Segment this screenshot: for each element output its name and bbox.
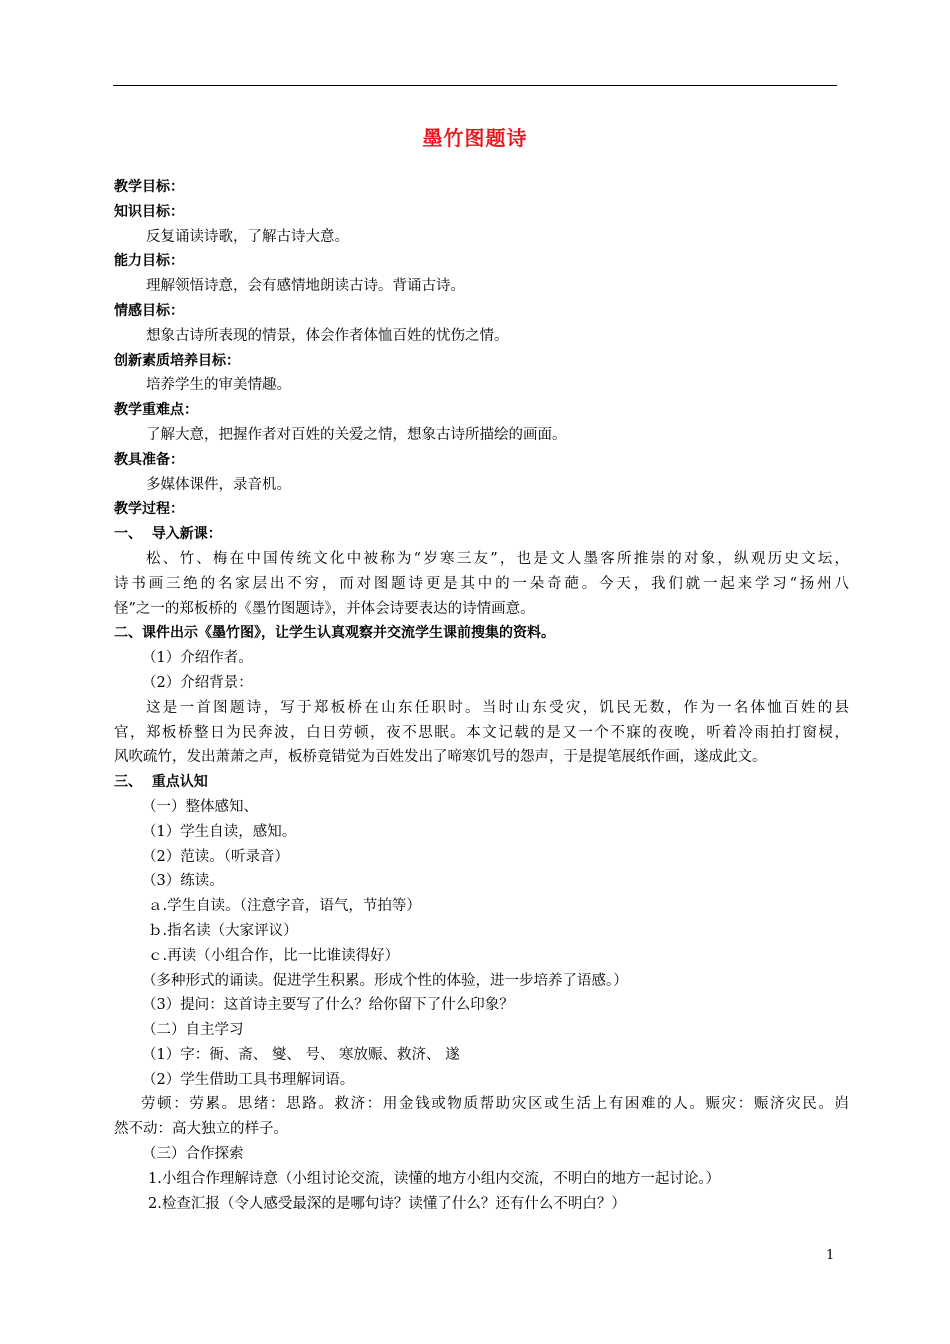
section3-line: ｂ.指名读（大家评议） — [148, 922, 298, 939]
section3-line: （三）合作探索 — [142, 1146, 244, 1163]
heading-key-points: 教学重难点： — [114, 402, 198, 419]
section1-paragraph-line: 诗书画三绝的名家层出不穷，而对图题诗更是其中的一朵奇葩。今天，我们就一起来学习“扬州八 — [114, 575, 849, 592]
ability-goal-text: 理解领悟诗意，会有感情地朗读古诗。背诵古诗。 — [146, 278, 465, 295]
header-rule — [113, 85, 837, 86]
knowledge-goal-text: 反复诵读诗歌，了解古诗大意。 — [146, 228, 349, 245]
section2-heading: 二、课件出示《墨竹图》，让学生认真观察并交流学生课前搜集的资料。 — [114, 625, 555, 642]
section3-line: ｃ.再读（小组合作，比一比谁读得好） — [148, 947, 400, 964]
section1-heading: 一、 导入新课： — [114, 526, 222, 543]
section3-line: （2）范读。（听录音） — [142, 848, 289, 865]
section3-line: （二）自主学习 — [142, 1022, 244, 1039]
section1-paragraph-line: 松、竹、梅在中国传统文化中被称为“岁寒三友”，也是文人墨客所推崇的对象，纵观历史文坛， — [146, 550, 849, 567]
innovation-goal-text: 培养学生的审美情趣。 — [146, 377, 291, 394]
section2-item: （2）介绍背景： — [142, 674, 253, 691]
section3-line: 1.小组合作理解诗意（小组讨论交流，读懂的地方小组内交流，不明白的地方一起讨论。） — [148, 1170, 721, 1187]
section3-line: （1）字：衙、斋、 燮、 号、 寒放赈、救济、 遂 — [142, 1046, 460, 1063]
heading-teaching-goals: 教学目标： — [114, 179, 184, 195]
heading-innovation-goals: 创新素质培养目标： — [114, 352, 240, 369]
heading-emotion-goals: 情感目标： — [114, 302, 184, 319]
section2-paragraph-line: 官，郑板桥整日为民奔波，白日劳顿，夜不思眠。本文记载的是又一个不寐的夜晚，听着冷雨拍打窗棂， — [114, 724, 849, 741]
heading-ability-goals: 能力目标： — [114, 253, 184, 270]
section3-line: （一）整体感知、 — [142, 798, 258, 815]
heading-knowledge-goals: 知识目标： — [114, 203, 184, 220]
heading-teaching-process: 教学过程： — [114, 501, 184, 518]
section3-line: ａ.学生自读。（注意字音，语气，节拍等） — [148, 898, 421, 915]
document-body — [114, 175, 849, 1216]
heading-materials: 教具准备： — [114, 451, 184, 468]
page-number: 1 — [826, 1248, 835, 1263]
section2-paragraph-line: 这是一首图题诗，写于郑板桥在山东任职时。当时山东受灾，饥民无数，作为一名体恤百姓的县 — [146, 699, 849, 716]
section3-heading: 三、 重点认知 — [114, 774, 208, 791]
section1-paragraph-line: 怪”之一的郑板桥的《墨竹图题诗》，并体会诗要表达的诗情画意。 — [114, 600, 535, 617]
section3-line: （3）提问：这首诗主要写了什么？给你留下了什么印象？ — [142, 997, 514, 1014]
section3-line: （2）学生借助工具书理解词语。 — [142, 1071, 355, 1088]
vocabulary-line: 然不动：高大独立的样子。 — [114, 1121, 288, 1138]
section3-line: 2.检查汇报（令人感受最深的是哪句诗？读懂了什么？还有什么不明白？） — [148, 1195, 626, 1212]
materials-text: 多媒体课件，录音机。 — [146, 476, 291, 493]
section3-line: （3）练读。 — [142, 873, 224, 890]
emotion-goal-text: 想象古诗所表现的情景，体会作者体恤百姓的忧伤之情。 — [146, 327, 509, 344]
key-points-text: 了解大意，把握作者对百姓的关爱之情，想象古诗所描绘的画面。 — [146, 426, 567, 443]
section3-line: （多种形式的诵读。促进学生积累。形成个性的体验，进一步培养了语感。） — [142, 972, 628, 989]
section2-paragraph-line: 风吹疏竹，发出萧萧之声，板桥竟错觉为百姓发出了啼寒饥号的怨声，于是提笔展纸作画，遂成此文。 — [114, 749, 767, 766]
section2-item: （1）介绍作者。 — [142, 650, 253, 667]
section3-line: （1）学生自读，感知。 — [142, 823, 297, 840]
document-title: 墨竹图题诗 — [422, 126, 528, 150]
vocabulary-line: 劳顿：劳累。思绪：思路。救济：用金钱或物质帮助灾区或生活上有困难的人。赈灾：赈济灾民。岿 — [141, 1096, 849, 1113]
